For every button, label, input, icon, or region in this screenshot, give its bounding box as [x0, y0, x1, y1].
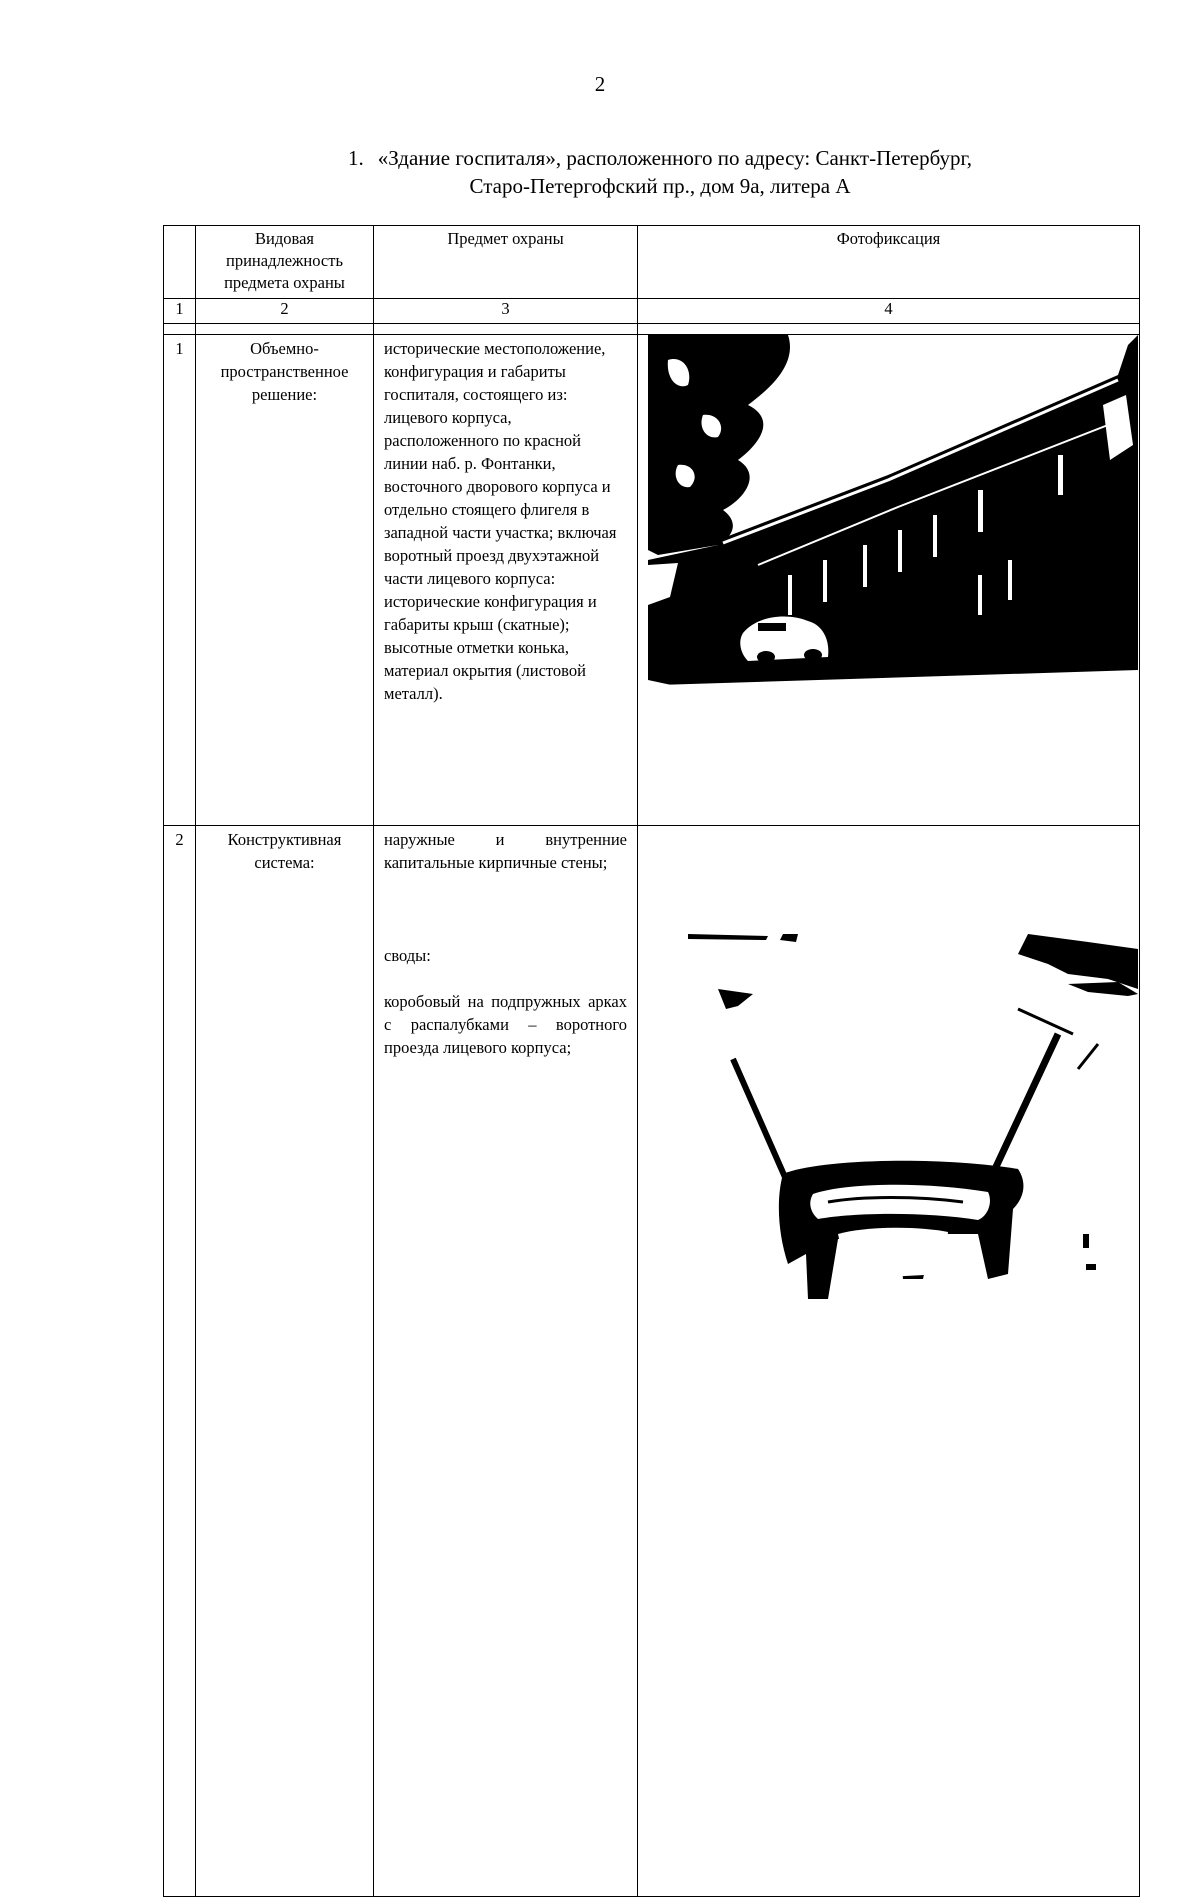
row-type: Объемно-пространственное решение: [196, 335, 374, 826]
table-gap-row [164, 324, 1140, 335]
header-col-2: Видовая принадлежность предмета охраны [196, 226, 374, 299]
col-number-3: 3 [374, 299, 638, 324]
photo-cell [638, 335, 1140, 826]
row-subject: исторические местоположение, конфигурация и габариты госпиталя, состоящего из: лицевого корпуса, расположенного по красной линии наб. р. Фонтанки, восточного дворового корпуса и отдельно стоящего флигеля в западной части участка; включая воротный проезд двухэтажной части лицевого корпуса: исторические конфигурация и габариты крыш (скатные); высотные отметки конька, материал окрытия (листовой металл). [374, 335, 638, 826]
title-line-1-text: «Здание госпиталя», расположенного по адресу: Санкт-Петербург, [377, 146, 972, 170]
title-number: 1. [348, 146, 364, 170]
table-row [164, 335, 1140, 826]
header-col-1 [164, 226, 196, 299]
subject-vaults-label: своды: [384, 946, 431, 965]
title-line-2: Старо-Петергофский пр., дом 9а, литера А [469, 174, 851, 198]
row-type: Конструктивная система: [196, 826, 374, 1897]
header-col-4: Фотофиксация [638, 226, 1140, 299]
subject-walls: наружные и внутренние капитальные кирпичные стены; [384, 830, 627, 872]
protection-table [163, 225, 1140, 1897]
title-line-1 [250, 144, 1070, 172]
row-subject [374, 826, 638, 1897]
col-number-2: 2 [196, 299, 374, 324]
header-col-3: Предмет охраны [374, 226, 638, 299]
column-number-row [164, 299, 1140, 324]
photo-cell [638, 826, 1140, 1897]
table-header-row [164, 226, 1140, 299]
col-number-1: 1 [164, 299, 196, 324]
col-number-4: 4 [638, 299, 1140, 324]
subject-vault-type: коробовый на подпружных арках с распалубками – воротного проезда лицевого корпуса; [384, 992, 627, 1057]
building-facade-photo [648, 335, 1138, 715]
vault-ceiling-photo [688, 934, 1138, 1314]
row-number: 1 [164, 335, 196, 826]
table-row [164, 826, 1140, 1897]
page-number: 2 [594, 72, 606, 96]
row-number: 2 [164, 826, 196, 1897]
document-title [250, 144, 1070, 200]
